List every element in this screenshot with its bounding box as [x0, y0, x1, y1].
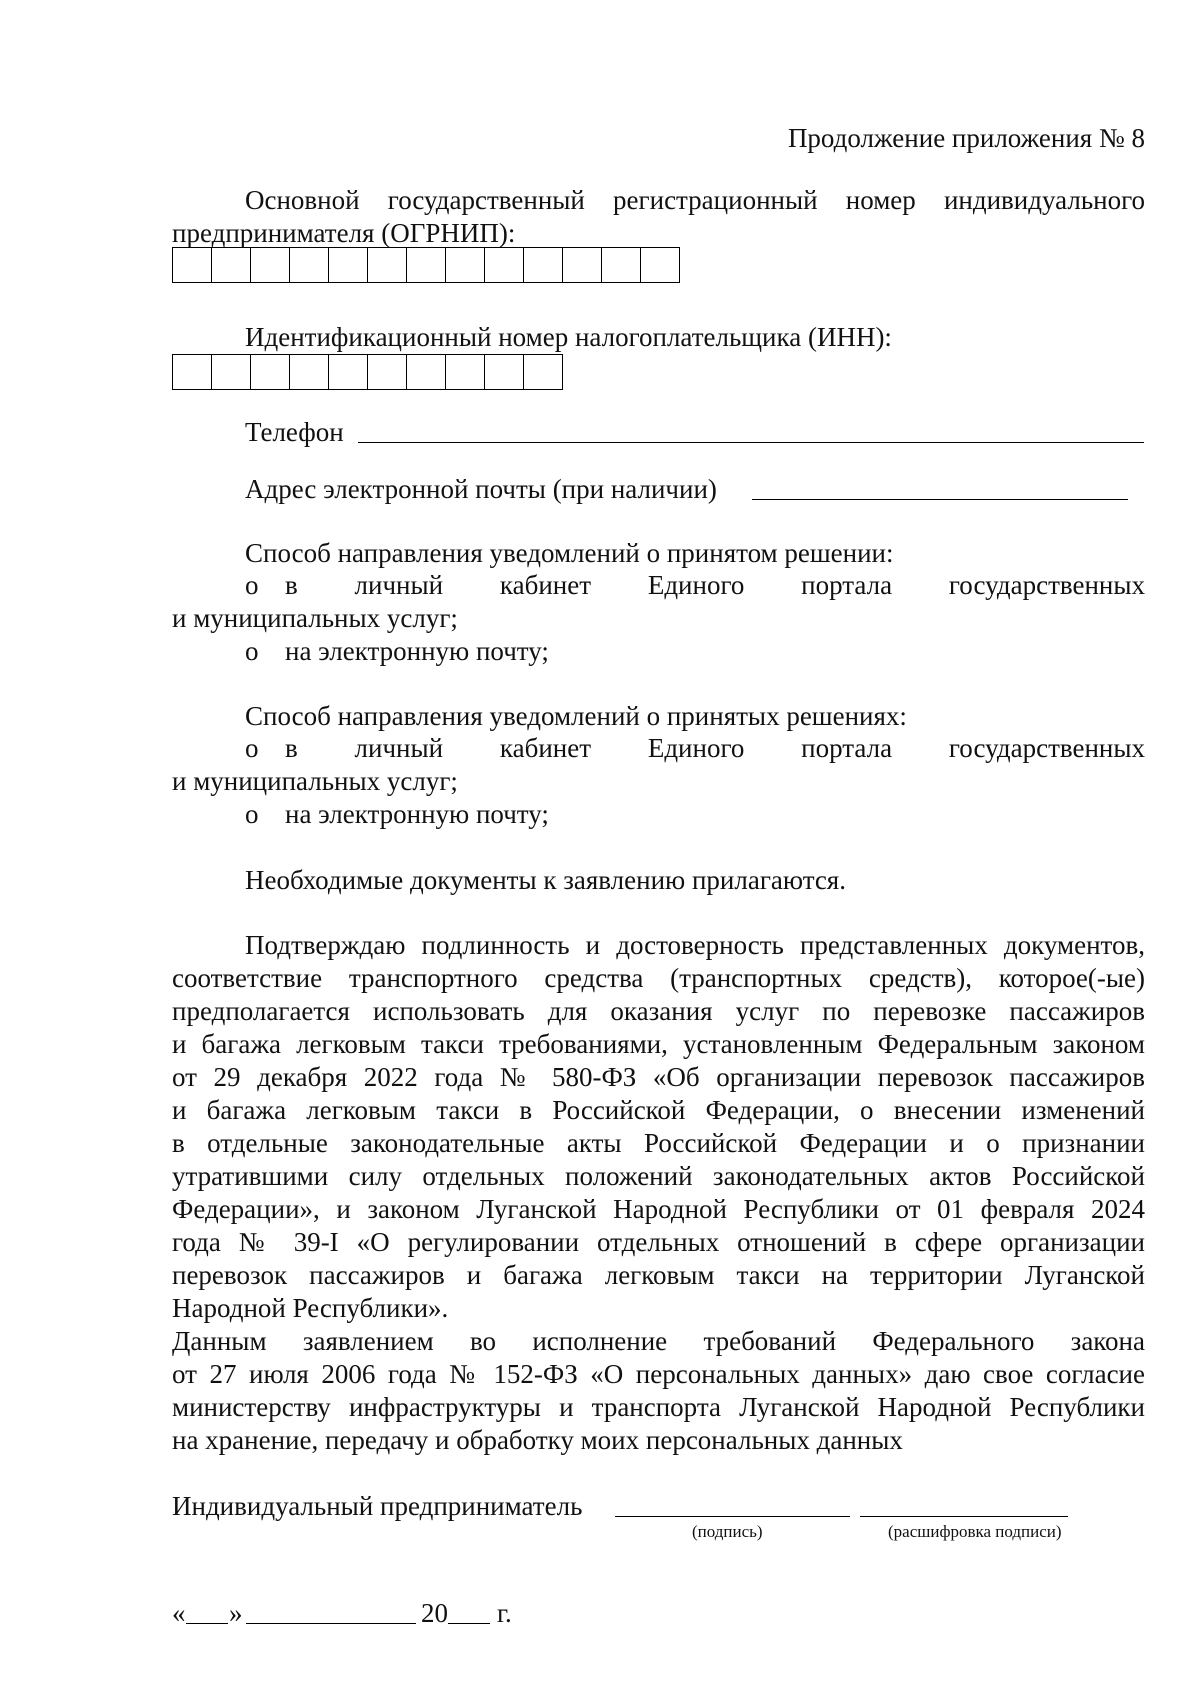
- date-close-quote: »: [229, 1598, 243, 1628]
- inn-cell[interactable]: [485, 354, 524, 390]
- signature-decode-field[interactable]: [860, 1516, 1068, 1517]
- inn-cell[interactable]: [290, 354, 329, 390]
- radio-portal-1[interactable]: о: [245, 570, 259, 600]
- phone-label: Телефон: [245, 417, 344, 447]
- date-year-prefix: 20: [421, 1598, 448, 1628]
- confirm-line: в отдельные законодательные акты Российской Федерации и о признании: [172, 1128, 1145, 1158]
- date-day-field[interactable]: [186, 1623, 228, 1624]
- inn-cell[interactable]: [173, 354, 212, 390]
- confirm-line-last: Народной Республики».: [172, 1293, 449, 1323]
- consent-line: министерству инфраструктуры и транспорта Луганской Народной Республики: [172, 1392, 1145, 1422]
- ogrnip-cell[interactable]: [485, 247, 524, 283]
- ogrnip-cell[interactable]: [251, 247, 290, 283]
- confirm-line: утратившими силу отдельных положений законодательных актов Российской: [172, 1161, 1145, 1191]
- ogrnip-cell[interactable]: [407, 247, 446, 283]
- inn-cell[interactable]: [329, 354, 368, 390]
- ogrnip-cell[interactable]: [524, 247, 563, 283]
- radio-portal-2[interactable]: о: [245, 733, 259, 763]
- confirm-line: от 29 декабря 2022 года № 580-ФЗ «Об организации перевозок пассажиров: [172, 1062, 1145, 1092]
- confirm-line: перевозок пассажиров и багажа легковым такси на территории Луганской: [172, 1260, 1145, 1290]
- date-year-suffix: г.: [497, 1598, 512, 1628]
- confirm-line: Федерации», и законом Луганской Народной Республики от 01 февраля 2024: [172, 1194, 1145, 1224]
- radio-email-2[interactable]: о: [245, 799, 259, 829]
- notify-decisions-option-email[interactable]: [245, 798, 549, 831]
- confirm-line: соответствие транспортного средства (транспортных средств), которое(-ые): [172, 963, 1145, 993]
- ogrnip-cell[interactable]: [173, 247, 212, 283]
- ogrnip-label-line2: предпринимателя (ОГРНИП):: [172, 218, 516, 248]
- confirm-line: года № 39-I «О регулировании отдельных отношений в сфере организации: [172, 1227, 1145, 1257]
- notify-decision-email-text: на электронную почту;: [285, 636, 549, 666]
- confirm-line: и багажа легковым такси в Российской Федерации, о внесении изменений: [172, 1095, 1145, 1125]
- inn-cell[interactable]: [251, 354, 290, 390]
- email-field[interactable]: [752, 499, 1128, 500]
- inn-input-grid[interactable]: [172, 354, 563, 390]
- consent-line: от 27 июля 2006 года № 152-ФЗ «О персональных данных» даю свое согласие: [172, 1359, 1145, 1389]
- ogrnip-input-grid[interactable]: [172, 247, 680, 283]
- notify-decisions-option-portal[interactable]: [245, 732, 1145, 765]
- radio-email-1[interactable]: о: [245, 636, 259, 666]
- signature-label: Индивидуальный предприниматель: [172, 1491, 583, 1521]
- inn-cell[interactable]: [524, 354, 563, 390]
- ogrnip-cell[interactable]: [563, 247, 602, 283]
- notify-decisions-portal-text-cont: и муниципальных услуг;: [172, 766, 458, 796]
- phone-field[interactable]: [358, 442, 1144, 443]
- date-month-field[interactable]: [246, 1623, 416, 1624]
- consent-line-last: на хранение, передачу и обработку моих персональных данных: [172, 1425, 903, 1455]
- ogrnip-cell[interactable]: [329, 247, 368, 283]
- inn-cell[interactable]: [368, 354, 407, 390]
- notify-decisions-title: Способ направления уведомлений о принятых решениях:: [245, 701, 907, 731]
- confirm-line: Подтверждаю подлинность и достоверность представленных документов,: [245, 930, 1145, 960]
- notify-decision-portal-text-cont: и муниципальных услуг;: [172, 603, 458, 633]
- signature-caption: (подпись): [692, 1522, 763, 1541]
- inn-label: Идентификационный номер налогоплательщика (ИНН):: [245, 322, 892, 352]
- inn-cell[interactable]: [407, 354, 446, 390]
- attachments-note: Необходимые документы к заявлению прилагаются.: [245, 865, 846, 895]
- signature-decode-caption: (расшифровка подписи): [888, 1522, 1062, 1541]
- ogrnip-cell[interactable]: [641, 247, 680, 283]
- ogrnip-label-line1: Основной государственный регистрационный номер индивидуального: [245, 185, 1145, 215]
- notify-decisions-email-text: на электронную почту;: [285, 799, 549, 829]
- ogrnip-cell[interactable]: [212, 247, 251, 283]
- ogrnip-cell[interactable]: [368, 247, 407, 283]
- consent-line: Данным заявлением во исполнение требований Федерального закона: [172, 1326, 1145, 1356]
- confirm-line: предполагается использовать для оказания услуг по перевозке пассажиров: [172, 996, 1145, 1026]
- date-open-quote: «: [172, 1598, 186, 1628]
- notify-decisions-portal-text: в личный кабинет Единого портала государственных: [285, 733, 1145, 763]
- email-label: Адрес электронной почты (при наличии): [245, 474, 717, 504]
- date-year-field[interactable]: [448, 1623, 490, 1624]
- notify-decision-portal-text: в личный кабинет Единого портала государственных: [285, 570, 1145, 600]
- notify-decision-title: Способ направления уведомлений о принятом решении:: [245, 538, 894, 568]
- confirm-line: и багажа легковым такси требованиями, установленным Федеральным законом: [172, 1029, 1145, 1059]
- signature-field[interactable]: [615, 1516, 850, 1517]
- continuation-header: Продолжение приложения № 8: [787, 123, 1145, 153]
- notify-decision-option-email[interactable]: [245, 635, 549, 668]
- ogrnip-cell[interactable]: [602, 247, 641, 283]
- ogrnip-cell[interactable]: [290, 247, 329, 283]
- ogrnip-cell[interactable]: [446, 247, 485, 283]
- inn-cell[interactable]: [212, 354, 251, 390]
- notify-decision-option-portal[interactable]: [245, 569, 1145, 602]
- inn-cell[interactable]: [446, 354, 485, 390]
